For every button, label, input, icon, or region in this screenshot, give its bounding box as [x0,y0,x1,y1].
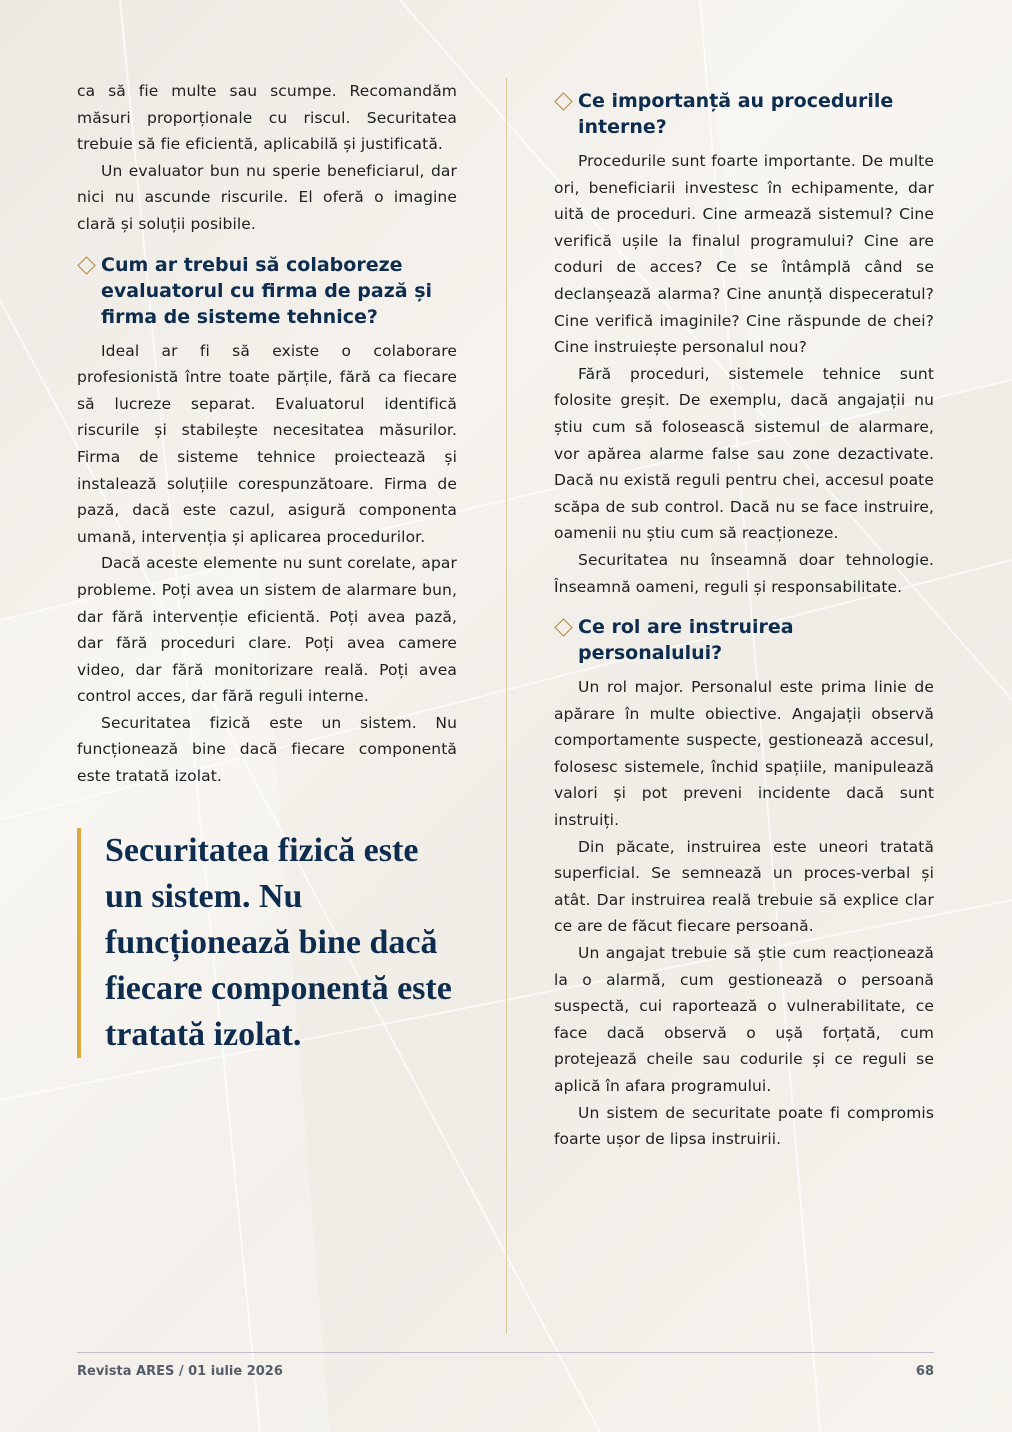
column-divider [506,78,507,1334]
paragraph: Securitatea fizică este un sistem. Nu funcționează bine dacă fiecare componentă este tratată izolat. [77,713,457,786]
paragraph: Un angajat trebuie să știe cum reacționează la o alarmă, cum gestionează o persoană suspectă, cui raportează o vulnerabilitate, ce face dacă observă o ușă forțată, cum protejează cheile sau codurile și ce reguli se aplică în afara programului. [554,944,934,1095]
left-column [77,78,457,1058]
diamond-outline-icon [77,256,95,274]
section-heading-text: Ce rol are instruirea personalului? [578,616,794,665]
paragraph: Un sistem de securitate poate fi compromis foarte ușor de lipsa instruirii. [554,1103,934,1149]
section-heading [554,614,934,666]
section-heading-text: Ce importanță au procedurile interne? [578,90,894,138]
section-heading [77,252,457,330]
section-heading [554,88,934,140]
paragraph: Fără proceduri, sistemele tehnice sunt folosite greșit. De exemplu, dacă angajații nu știu cum să folosească sistemul de alarmare, vor apărea alarme false sau zone dezactivate. Dacă nu există reguli pentru chei, accesul poate scăpa de sub control. Dacă nu se face instruire, oamenii nu știu cum să reacționeze. [554,364,934,543]
page-number: 68 [915,1364,934,1379]
diamond-outline-icon [554,92,572,110]
paragraph: Dacă aceste elemente nu sunt corelate, apar probleme. Poți avea un sistem de alarmare bun, dar fără intervenție eficientă. Poți avea pază, dar fără proceduri clare. Poți avea camere video, dar fără monitorizare reală. Poți avea control acces, dar fără reguli interne. [77,554,457,706]
footer-publication: Revista ARES / 01 iulie 2026 [77,1364,283,1379]
paragraph: Securitatea nu înseamnă doar tehnologie. Înseamnă oameni, reguli și responsabilitate. [554,550,934,596]
right-column [554,78,934,1153]
paragraph: ca să fie multe sau scumpe. Recomandăm măsuri proporționale cu riscul. Securitatea trebuie să fie eficientă, aplicabilă și justificată. [77,82,457,154]
diamond-outline-icon [554,618,572,636]
paragraph: Un rol major. Personalul este prima linie de apărare în multe obiective. Angajații observă comportamente suspecte, gestionează accesul, folosesc sistemele, închid spațiile, manipulează valori și pot preveni incidente dacă sunt instruiți. [554,678,934,830]
paragraph: Un evaluator bun nu sperie beneficiarul, dar nici nu ascunde riscurile. El oferă o imagine clară și soluții posibile. [77,161,457,233]
pull-quote: Securitatea fizică este un sistem. Nu funcționează bine dacă fiecare componentă este tratată izolat. [77,828,457,1058]
footer-divider [77,1352,934,1353]
paragraph: Din păcate, instruirea este uneori tratată superficial. Se semnează un proces-verbal și atât. Dar instruirea reală trebuie să explice clar ce are de făcut fiecare persoană. [554,837,934,936]
paragraph: Procedurile sunt foarte importante. De multe ori, beneficiarii investesc în echipamente, dar uită de proceduri. Cine armează sistemul? Cine verifică ușile la finalul programului? Cine are coduri de acces? Ce se întâmplă când se declanșează alarma? Cine anunță dispeceratul? Cine verifică imaginile? Cine răspunde de chei? Cine instruiește personalul nou? [554,152,934,357]
paragraph: Ideal ar fi să existe o colaborare profesionistă între toate părțile, fără ca fiecare să lucreze separat. Evaluatorul identifică riscurile și stabilește necesitatea măsurilor. Firma de sisteme tehnice proiectează și instalează soluțiile corespunzătoare. Firma de pază, dacă este cazul, asigură componenta umană, intervenția și aplicarea procedurilor. [77,341,457,546]
section-heading-text: Cum ar trebui să colaboreze evaluatorul cu firma de pază și firma de sisteme tehnice? [101,253,433,328]
